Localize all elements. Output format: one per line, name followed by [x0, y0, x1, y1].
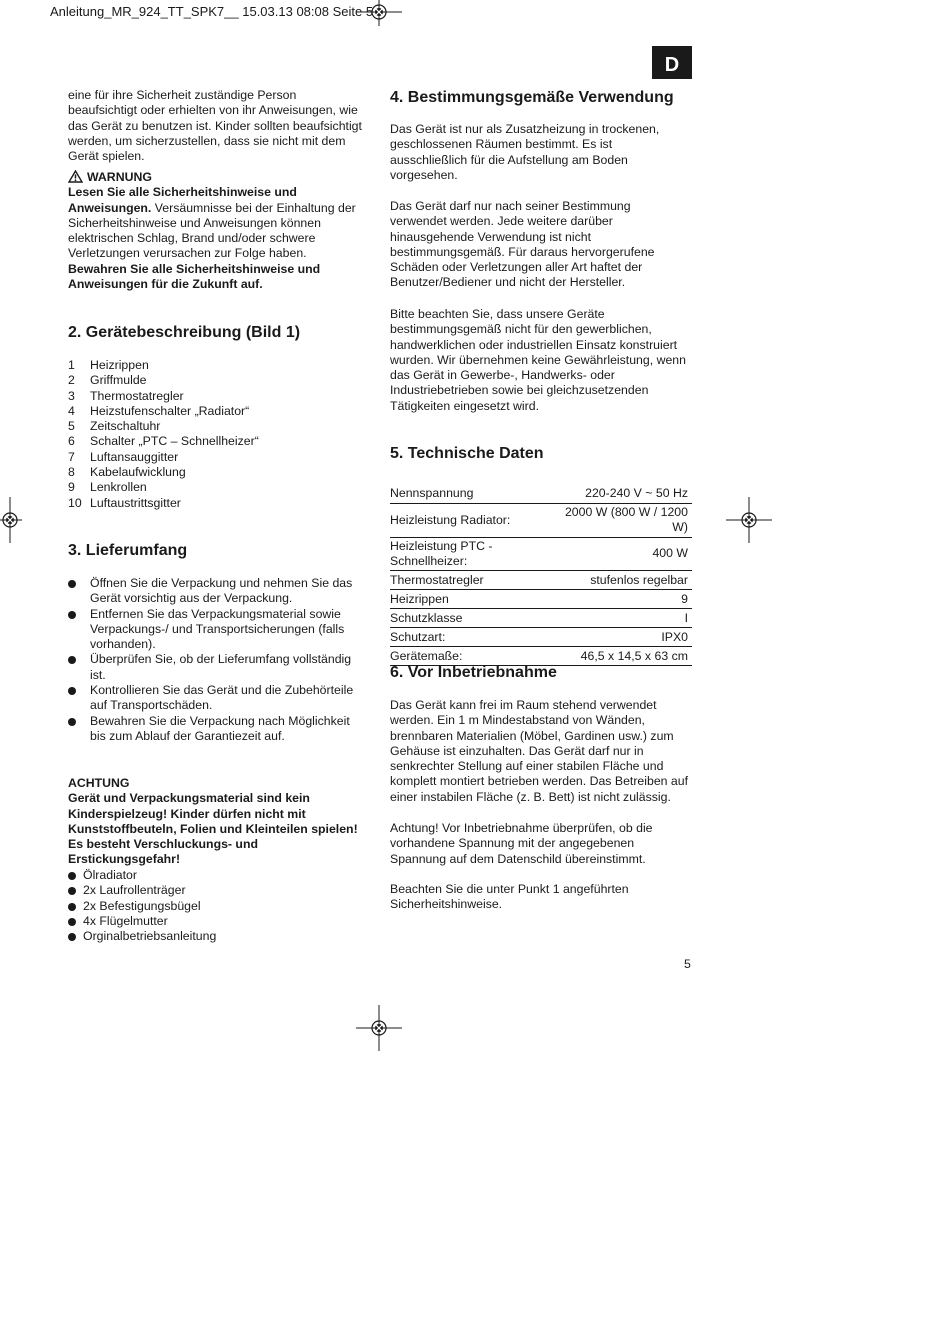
registration-mark-right-icon	[726, 497, 772, 543]
spec-value: 46,5 x 14,5 x 63 cm	[560, 647, 692, 666]
list-item	[68, 465, 364, 480]
list-item-text: 4x Flügelmutter	[83, 913, 168, 928]
steps-list-container	[68, 576, 364, 744]
page-number: 5	[684, 957, 691, 971]
section-6-title: 6. Vor Inbetriebnahme	[390, 664, 557, 681]
spec-value: I	[560, 609, 692, 628]
warning-keep-instructions: Bewahren Sie alle Sicherheitshinweise und Anweisungen für die Zukunft auf.	[68, 261, 321, 292]
part-label: Thermostatregler	[90, 388, 184, 403]
list-item-text: 2x Befestigungsbügel	[83, 898, 201, 913]
list-item	[68, 914, 364, 929]
table-row	[390, 571, 692, 590]
list-item	[68, 450, 364, 465]
delivery-contents-list	[68, 868, 364, 944]
spec-table-container	[390, 485, 690, 666]
list-item	[68, 404, 364, 419]
warning-title: WARNUNG	[87, 170, 152, 184]
list-item-text: Ölradiator	[83, 868, 137, 882]
list-item-text: Überprüfen Sie, ob der Lieferumfang vollständig ist.	[90, 652, 352, 682]
part-label: Heizrippen	[90, 358, 149, 372]
part-label: Lenkrollen	[90, 480, 147, 495]
list-item-text: Orginalbetriebsanleitung	[83, 929, 217, 944]
list-item	[68, 389, 364, 404]
table-row	[390, 485, 692, 504]
section-5-title: 5. Technische Daten	[390, 445, 544, 462]
list-item-text: Entfernen Sie das Verpackungsmaterial sowie Verpackungs-/ und Transportsicherungen (falls vorhanden).	[90, 606, 345, 652]
table-row	[390, 628, 692, 647]
part-number: 9	[68, 480, 75, 495]
list-item	[68, 358, 364, 373]
usage-paragraph-3: Bitte beachten Sie, dass unsere Geräte bestimmungsgemäß nicht für den gewerblichen, handwerklichen oder industriellen Einsatz konstruiert wurden. Wir übernehmen keine Gewährleistung, wenn das Gerät in Gewerbe-, Handwerks- oder Industriebetrieben sowie bei gleichzusetzenden Tätigkeiten eingesetzt wird.	[390, 307, 686, 413]
table-row	[390, 609, 692, 628]
parts-list-container	[68, 358, 364, 511]
list-item	[68, 868, 364, 883]
list-item-text: Öffnen Sie die Verpackung und nehmen Sie das Gerät vorsichtig aus der Verpackung.	[90, 576, 353, 606]
bullet-icon	[68, 611, 76, 619]
bullet-icon	[68, 933, 76, 941]
usage-paragraph-1: Das Gerät ist nur als Zusatzheizung in trockenen, geschlossenen Räumen bestimmt. Es ist ausschließlich für die Aufstellung am Boden vorgesehen.	[390, 122, 660, 182]
setup-paragraph-1: Das Gerät kann frei im Raum stehend verwendet werden. Ein 1 m Mindestabstand von Wänden, brennbaren Materialien (Möbel, Gardinen usw.) zum Gehäuse ist einzuhalten. Das Gerät darf nur in senkrechter Stellung auf einer stabilen Fläche und komplett montiert betrieben werden. Das Betreiben auf einer instabilen Fläche (z. B. Bett) ist nicht zulässig.	[390, 698, 689, 804]
spec-value: stufenlos regelbar	[560, 571, 692, 590]
list-item-text: 2x Laufrollenträger	[83, 883, 186, 898]
part-number: 3	[68, 388, 75, 403]
caution-block	[68, 776, 364, 868]
language-badge: D	[652, 46, 692, 79]
intro-text: eine für ihre Sicherheit zuständige Person beaufsichtigt oder erhielten von ihr Anweisungen, wie das Gerät zu benutzen ist. Kinder sollten beaufsichtigt werden, um sicherzustellen, dass sie nicht mit dem Gerät spielen.	[68, 88, 362, 164]
warning-block	[68, 170, 364, 292]
list-item-text: Kontrollieren Sie das Gerät und die Zubehörteile auf Transportschäden.	[90, 683, 354, 713]
part-label: Griffmulde	[90, 373, 147, 388]
print-header: Anleitung_MR_924_TT_SPK7__ 15.03.13 08:08 Seite 5	[50, 4, 374, 19]
part-number: 7	[68, 449, 75, 464]
part-number: 10	[68, 495, 82, 510]
list-item	[68, 929, 364, 944]
part-number: 2	[68, 373, 75, 388]
list-item	[68, 714, 364, 745]
list-item	[68, 899, 364, 914]
bullet-icon	[68, 718, 76, 726]
warning-body: Versäumnisse bei der Einhaltung der Sicherheitshinweise und Anweisungen können elektrischen Schlag, Brand und/oder schwere Verletzungen verursachen zur Folge haben.	[68, 200, 356, 261]
list-item	[68, 434, 364, 449]
part-label: Schalter „PTC – Schnellheizer“	[90, 434, 259, 449]
bullet-icon	[68, 580, 76, 588]
setup-paragraph-3: Beachten Sie die unter Punkt 1 angeführten Sicherheitshinweise.	[390, 882, 629, 912]
part-label: Luftaustrittsgitter	[90, 495, 181, 510]
registration-mark-bottom-icon	[356, 1005, 402, 1051]
part-number: 1	[68, 358, 75, 372]
spec-label: Schutzart:	[390, 628, 560, 647]
setup-paragraph-2: Achtung! Vor Inbetriebnahme überprüfen, ob die vorhandene Spannung mit der angegebenen Spannung auf dem Datenschild übereinstimmt.	[390, 821, 653, 866]
list-item	[68, 683, 364, 714]
usage-paragraph-2: Das Gerät darf nur nach seiner Bestimmung verwendet werden. Jede weitere darüber hinausgehende Verwendung ist nicht bestimmungsgemäß. Für daraus hervorgerufene Schäden oder Verletzungen aller Art haftet der Benutzer/Bediener und nicht der Hersteller.	[390, 199, 655, 290]
spec-value: IPX0	[560, 628, 692, 647]
spec-label: Schutzklasse	[390, 609, 560, 628]
warning-paragraph	[68, 185, 364, 261]
spec-label: Gerätemaße:	[390, 647, 560, 666]
spec-value: 2000 W (800 W / 1200 W)	[560, 504, 692, 538]
list-item	[68, 607, 364, 653]
spec-label: Nennspannung	[390, 485, 560, 504]
unpacking-steps-list	[68, 576, 364, 744]
bullet-icon	[68, 872, 76, 880]
technical-data-table	[390, 485, 692, 666]
bullet-icon	[68, 656, 76, 664]
registration-mark-left-icon	[0, 497, 22, 543]
warning-triangle-icon	[68, 170, 83, 183]
part-number: 4	[68, 403, 75, 418]
bullet-icon	[68, 687, 76, 695]
caution-text: Gerät und Verpackungsmaterial sind kein Kinderspielzeug! Kinder dürfen nicht mit Kunststoffbeuteln, Folien und Kleinteilen spielen! Es besteht Verschluckungs- und Erstickungsgefahr!	[68, 791, 358, 867]
caution-title: ACHTUNG	[68, 776, 130, 790]
part-number: 5	[68, 419, 75, 434]
bullet-icon	[68, 887, 76, 895]
table-row	[390, 590, 692, 609]
bullet-icon	[68, 903, 76, 911]
spec-label: Heizleistung PTC - Schnellheizer:	[390, 537, 560, 571]
list-item	[68, 373, 364, 388]
registration-mark-top-icon	[356, 0, 402, 26]
spec-label: Heizrippen	[390, 590, 560, 609]
part-number: 6	[68, 434, 75, 449]
list-item	[68, 480, 364, 495]
section-2-title: 2. Gerätebeschreibung (Bild 1)	[68, 324, 301, 341]
list-item	[68, 652, 364, 683]
parts-list	[68, 358, 364, 511]
section-4-title: 4. Bestimmungsgemäße Verwendung	[390, 89, 674, 106]
list-item	[68, 576, 364, 607]
list-item	[68, 496, 364, 511]
list-item-text: Bewahren Sie die Verpackung nach Möglichkeit bis zum Ablauf der Garantiezeit auf.	[90, 713, 350, 743]
part-label: Zeitschaltuhr	[90, 419, 161, 434]
part-label: Kabelaufwicklung	[90, 465, 186, 480]
part-label: Luftansauggitter	[90, 449, 179, 464]
contents-list-container	[68, 868, 364, 944]
spec-label: Heizleistung Radiator:	[390, 504, 560, 538]
table-row	[390, 504, 692, 538]
warning-heading	[68, 170, 364, 185]
section-3-title: 3. Lieferumfang	[68, 542, 188, 559]
spec-value: 220-240 V ~ 50 Hz	[560, 485, 692, 504]
spec-value: 9	[560, 590, 692, 609]
part-label: Heizstufenschalter „Radiator“	[90, 403, 250, 418]
warning-bold-lead: Lesen Sie alle Sicherheitshinweise und Anweisungen.	[68, 185, 297, 215]
table-row	[390, 537, 692, 571]
intro-paragraph	[68, 88, 364, 164]
part-number: 8	[68, 465, 75, 480]
spec-label: Thermostatregler	[390, 571, 560, 590]
list-item	[68, 419, 364, 434]
spec-value: 400 W	[560, 537, 692, 571]
list-item	[68, 883, 364, 898]
bullet-icon	[68, 918, 76, 926]
